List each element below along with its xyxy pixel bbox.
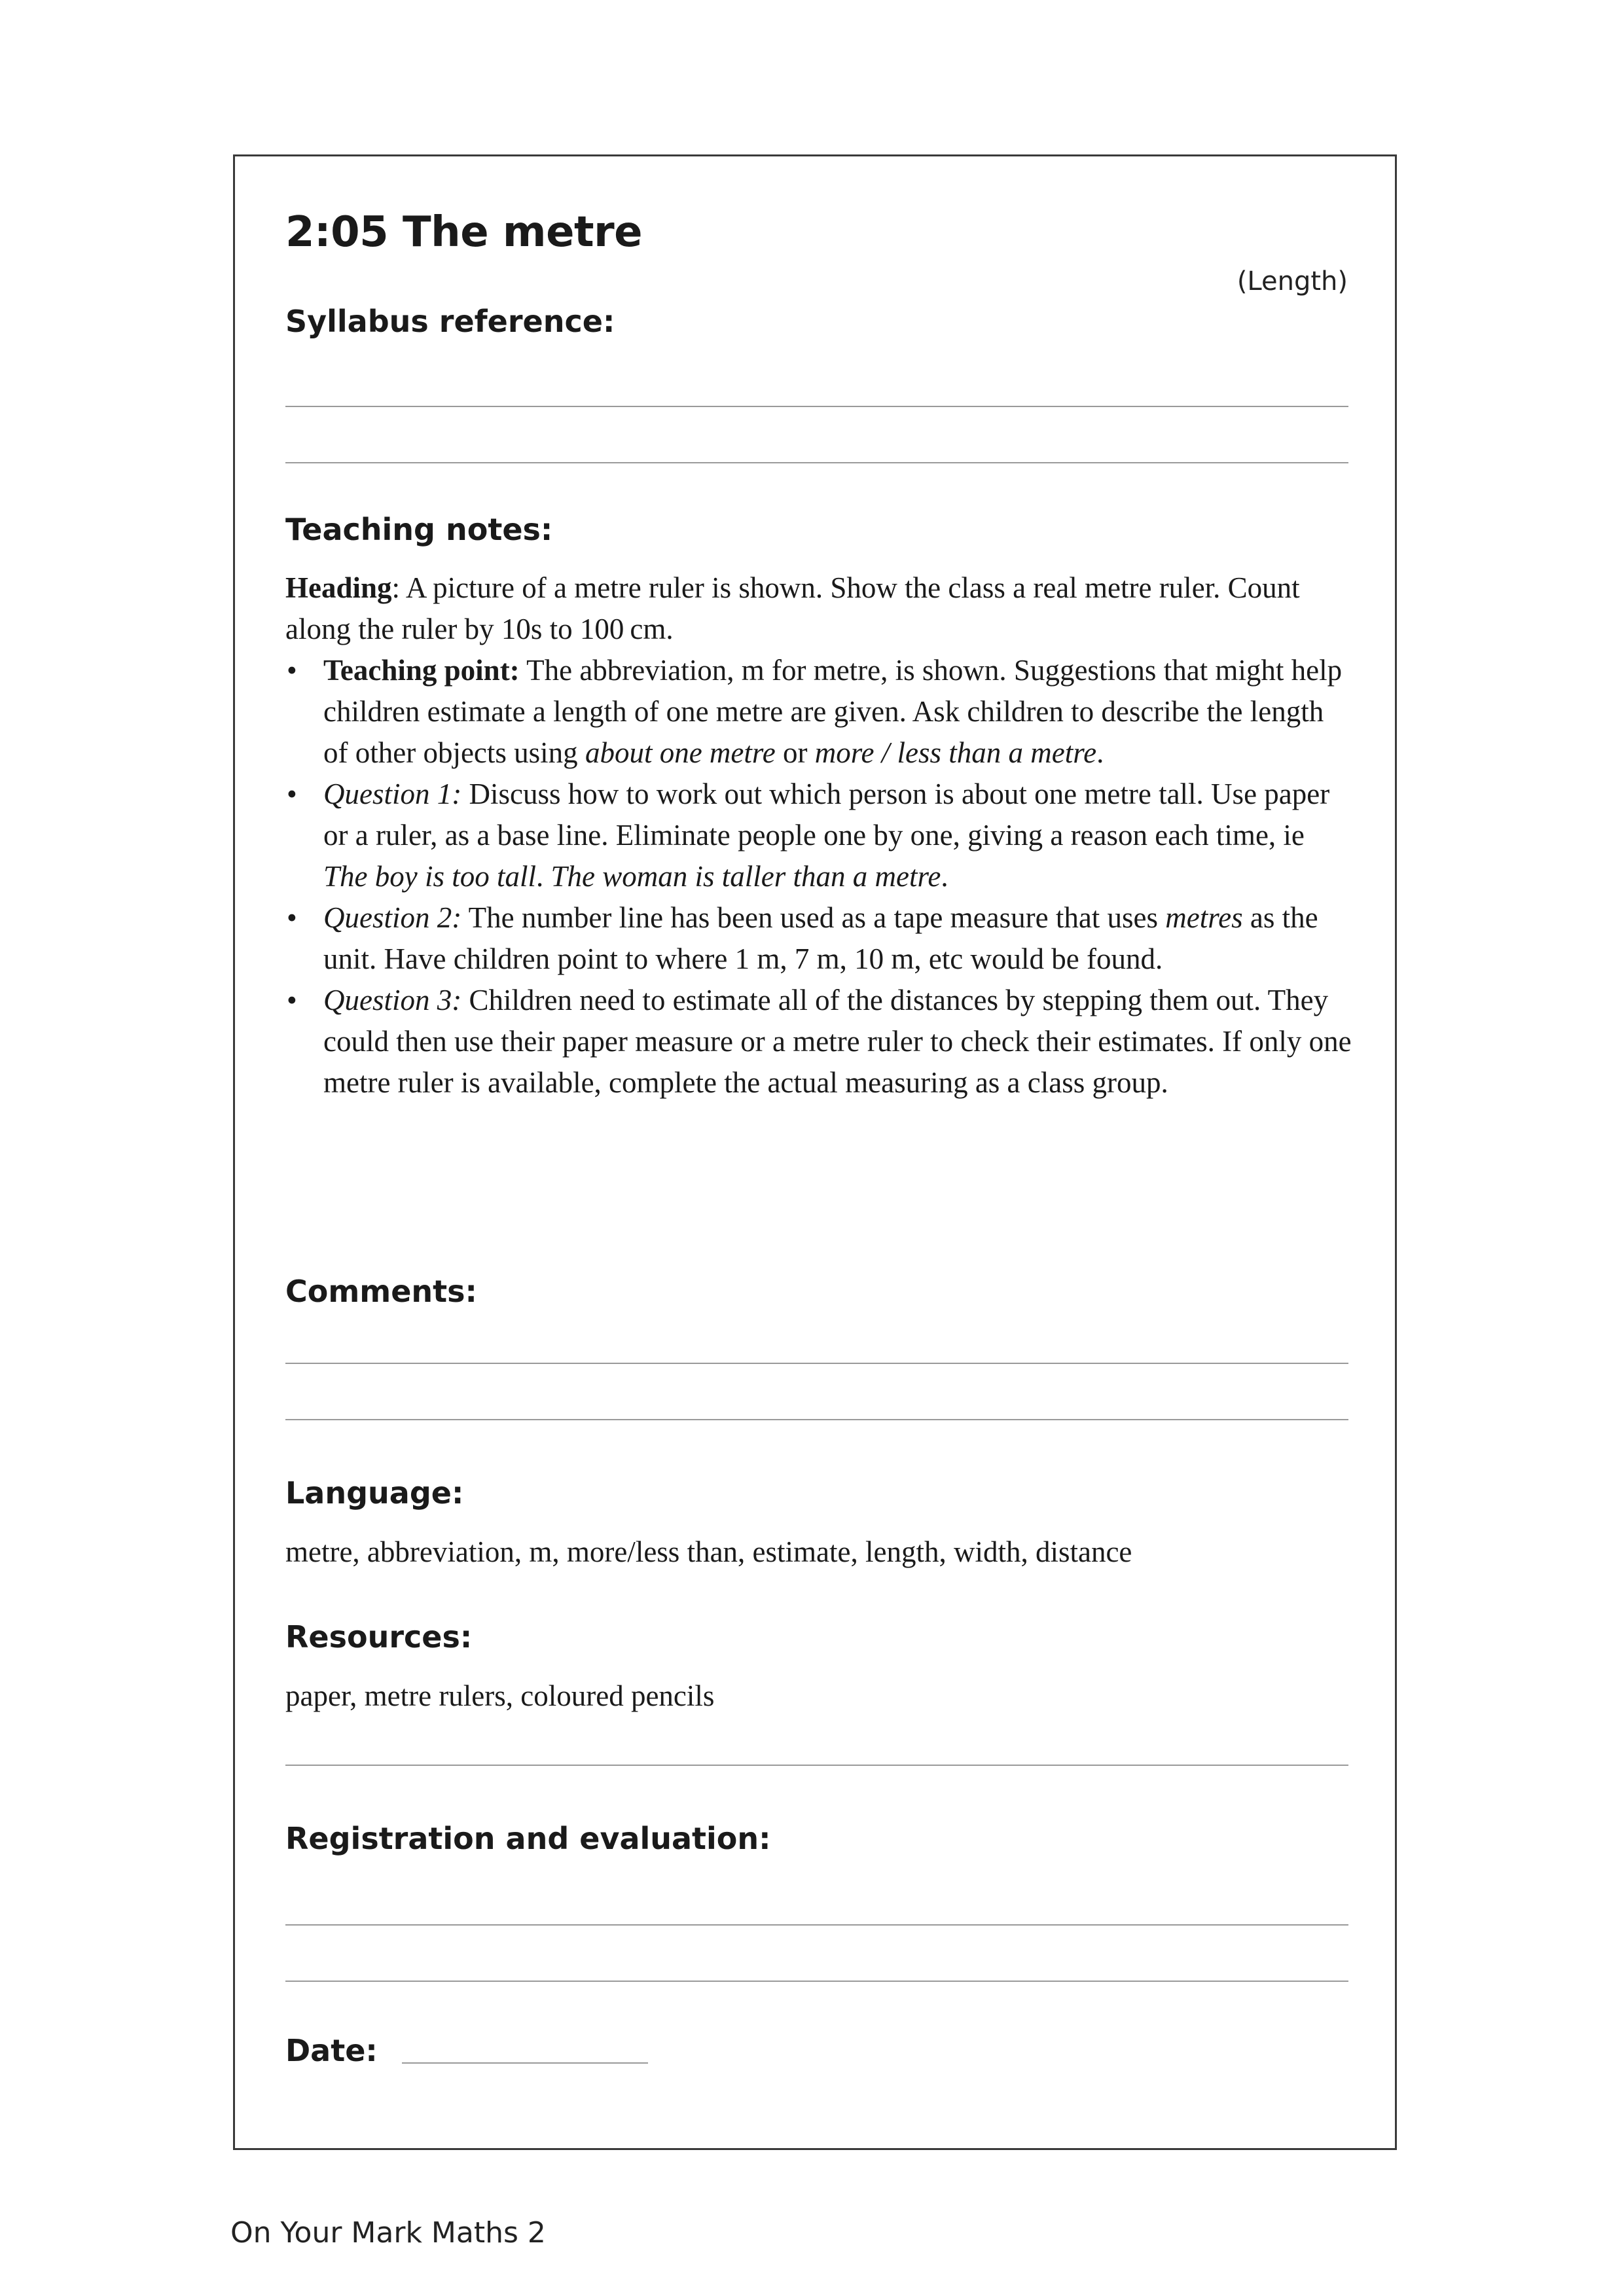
registration-heading: Registration and evaluation: xyxy=(285,1821,771,1856)
language-heading: Language: xyxy=(285,1475,464,1511)
comments-heading: Comments: xyxy=(285,1274,477,1309)
note-text: The abbreviation, m for metre, is shown. Suggestions that might help children estimate a length of one metre are given. Ask children to describe the length of other objects using xyxy=(323,654,1343,769)
syllabus-line-1 xyxy=(285,406,1348,407)
date-line xyxy=(402,2062,648,2064)
list-item xyxy=(285,980,1352,1103)
list-item xyxy=(285,774,1352,897)
note-text: . xyxy=(536,860,551,893)
heading-note xyxy=(285,567,1352,650)
syllabus-heading: Syllabus reference: xyxy=(285,304,615,339)
note-text: . xyxy=(1096,736,1104,769)
note-label: Question 1: xyxy=(323,778,462,810)
note-text: as the unit. Have children point to where 1 m, 7 m, 10 m, etc would be found. xyxy=(323,901,1318,975)
note-emphasis: The boy is too tall xyxy=(323,860,536,893)
note-text: or xyxy=(775,736,815,769)
bullet-icon: • xyxy=(287,901,297,934)
note-label: Teaching point: xyxy=(323,654,520,687)
list-item xyxy=(285,650,1352,774)
note-label: Question 2: xyxy=(323,901,462,934)
comments-line-1 xyxy=(285,1363,1348,1364)
bullet-icon: • xyxy=(287,654,297,687)
note-emphasis: The woman is taller than a metre xyxy=(550,860,941,893)
strand-label: (Length) xyxy=(1236,266,1348,296)
teaching-notes-heading: Teaching notes: xyxy=(285,512,553,547)
resources-text: paper, metre rulers, coloured pencils xyxy=(285,1679,715,1712)
registration-line-2 xyxy=(285,1981,1348,1982)
heading-note-label: Heading xyxy=(285,571,392,604)
resources-heading: Resources: xyxy=(285,1619,473,1655)
note-text: Discuss how to work out which person is about one metre tall. Use paper or a ruler, as a base line. Eliminate people one by one, giving a reason each time, ie xyxy=(323,778,1330,852)
bullet-icon: • xyxy=(287,984,297,1016)
page-title: 2:05 The metre xyxy=(285,208,643,257)
note-emphasis: more / less than a metre xyxy=(814,736,1097,769)
comments-line-2 xyxy=(285,1419,1348,1420)
teaching-notes-body xyxy=(285,567,1352,1103)
heading-note-text: : A picture of a metre ruler is shown. Show the class a real metre ruler. Count along the ruler by 10s to 100 cm. xyxy=(285,571,1300,645)
note-text: The number line has been used as a tape measure that uses xyxy=(461,901,1166,934)
language-text: metre, abbreviation, m, more/less than, estimate, length, width, distance xyxy=(285,1535,1132,1568)
note-label: Question 3: xyxy=(323,984,462,1016)
note-emphasis: metres xyxy=(1165,901,1243,934)
notes-list xyxy=(285,650,1352,1103)
list-item xyxy=(285,897,1352,980)
registration-line-1 xyxy=(285,1924,1348,1926)
note-text: Children need to estimate all of the distances by stepping them out. They could then use their paper measure or a metre ruler to check their estimates. If only one metre ruler is available, complete the actual measuring as a class group. xyxy=(323,984,1352,1099)
date-label: Date: xyxy=(285,2033,378,2068)
note-text: . xyxy=(941,860,948,893)
bullet-icon: • xyxy=(287,778,297,810)
note-emphasis: about one metre xyxy=(585,736,776,769)
footer-text: On Your Mark Maths 2 xyxy=(230,2216,546,2250)
syllabus-line-2 xyxy=(285,462,1348,463)
resources-line xyxy=(285,1765,1348,1766)
